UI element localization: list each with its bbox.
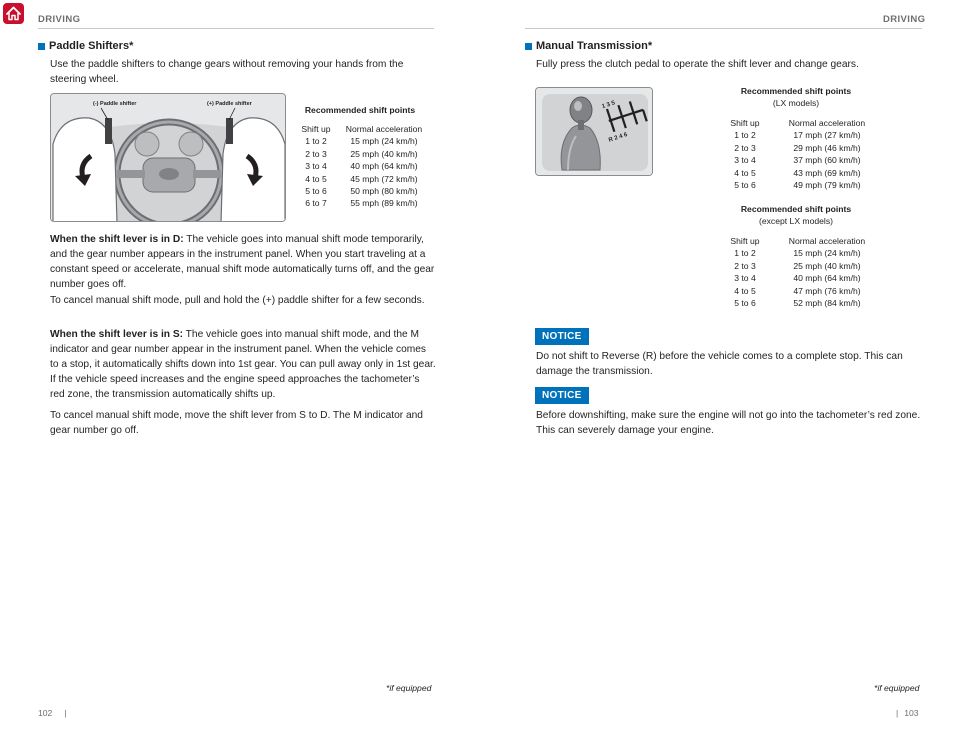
gear-shift-illustration	[536, 88, 653, 176]
speed-cell: 40 mph (64 km/h)	[350, 161, 418, 172]
body-s: The vehicle goes into manual shift mode, and the M indicator and gear number appear in the instrument panel. When the vehicle comes to a stop, it automatically shifts down into 1st gear. You can pull away only in 1st gear. If the vehicle speed increases and the engine speed approaches the tachometer’s red zone, the transmission automatically shifts up.	[50, 329, 436, 400]
header-divider-right	[525, 28, 922, 29]
paddle-shifter-figure	[50, 93, 286, 222]
lx-acceleration-column	[780, 117, 874, 191]
speed-cell: 25 mph (40 km/h)	[793, 260, 861, 271]
section-title-manual-transmission	[525, 40, 652, 52]
paragraph-cancel-s: To cancel manual shift mode, move the shift lever from S to D. The M indicator and gear number go off.	[50, 410, 423, 436]
shift-cell: 6 to 7	[305, 198, 327, 209]
other-acceleration-column	[780, 235, 874, 309]
shift-cell: 4 to 5	[305, 173, 327, 184]
speed-cell: 55 mph (89 km/h)	[350, 198, 418, 209]
speed-cell: 52 mph (84 km/h)	[793, 298, 861, 309]
speed-cell: 45 mph (72 km/h)	[350, 173, 418, 184]
speed-cell: 43 mph (69 km/h)	[793, 167, 861, 178]
speed-cell: 15 mph (24 km/h)	[350, 136, 418, 147]
page-number-divider: |	[64, 708, 67, 718]
body-d: The vehicle goes into manual shift mode temporarily, and the gear number appears in the instrument panel. When you start traveling at a constant speed or accelerate, manual shift mode automatically turns off, and the gear number goes off.	[50, 234, 435, 290]
speed-cell: 17 mph (27 km/h)	[793, 130, 861, 141]
manual-intro: Fully press the clutch pedal to operate the shift lever and change gears.	[536, 59, 859, 70]
shift-table-title: Recommended shift points	[304, 105, 416, 115]
notice-badge-2: NOTICE	[535, 387, 589, 404]
shift-cell: 2 to 3	[305, 148, 327, 159]
other-table-title: Recommended shift points	[740, 204, 852, 214]
footnote-right: *if equipped	[874, 683, 920, 693]
shift-cell: 1 to 2	[734, 248, 756, 259]
speed-cell: 49 mph (79 km/h)	[793, 180, 861, 191]
section-title-text: Paddle Shifters*	[49, 40, 134, 52]
lx-shift-up-column	[724, 117, 766, 191]
page-header-right: DRIVING	[883, 14, 926, 25]
notice-text-1: Do not shift to Reverse (R) before the vehicle comes to a complete stop. This can damage the transmission.	[536, 351, 903, 377]
page-header-left: DRIVING	[38, 14, 81, 25]
shift-cell: 1 to 2	[305, 136, 327, 147]
shift-up-header: Shift up	[730, 236, 760, 246]
page-number-text: 103	[904, 708, 919, 718]
footnote-left: *if equipped	[386, 683, 432, 693]
label-plus-paddle: (+) Paddle shifter	[207, 101, 252, 107]
shift-cell: 4 to 5	[734, 167, 756, 178]
shift-cell: 3 to 4	[734, 155, 756, 166]
speed-cell: 15 mph (24 km/h)	[793, 248, 861, 259]
paragraph-shift-lever-d	[50, 232, 436, 292]
speed-cell: 29 mph (46 km/h)	[793, 142, 861, 153]
acceleration-header: Normal acceleration	[788, 118, 866, 128]
page-number-divider: |	[896, 708, 899, 718]
other-shift-up-column	[724, 235, 766, 309]
header-divider-left	[38, 28, 434, 29]
other-table-subtitle: (except LX models)	[758, 216, 834, 226]
notice-text-2: Before downshifting, make sure the engine will not go into the tachometer’s red zone. This can severely damage your engine.	[536, 410, 921, 436]
gear-shifter-figure	[535, 87, 653, 176]
shift-up-header: Shift up	[730, 118, 760, 128]
home-button[interactable]	[3, 3, 24, 24]
steering-wheel-illustration	[51, 94, 286, 222]
shift-cell: 2 to 3	[734, 260, 756, 271]
page-number-left	[38, 708, 67, 718]
shift-cell: 1 to 2	[734, 130, 756, 141]
section-title-paddle-shifters	[38, 40, 133, 52]
page-number-right	[896, 708, 919, 718]
shift-cell: 3 to 4	[734, 273, 756, 284]
acceleration-column	[338, 123, 430, 210]
speed-cell: 47 mph (76 km/h)	[793, 285, 861, 296]
lead-in-d: When the shift lever is in D:	[50, 234, 184, 245]
speed-cell: 50 mph (80 km/h)	[350, 186, 418, 197]
section-bullet-icon	[38, 43, 45, 50]
speed-cell: 40 mph (64 km/h)	[793, 273, 861, 284]
page-number-text: 102	[38, 708, 53, 718]
paragraph-cancel-d: To cancel manual shift mode, pull and hold the (+) paddle shifter for a few seconds.	[50, 295, 425, 306]
paddle-intro: Use the paddle shifters to change gears without removing your hands from the steering wheel.	[50, 59, 404, 85]
shift-cell: 5 to 6	[305, 186, 327, 197]
shift-cell: 2 to 3	[734, 142, 756, 153]
acceleration-header: Normal acceleration	[788, 236, 866, 246]
shift-cell: 5 to 6	[734, 180, 756, 191]
section-bullet-icon	[525, 43, 532, 50]
pattern-top-label: 1 3 5	[601, 100, 616, 111]
shift-up-column	[296, 123, 336, 210]
section-title-text: Manual Transmission*	[536, 40, 653, 52]
shift-up-header: Shift up	[301, 124, 331, 134]
lx-table-title: Recommended shift points	[740, 86, 852, 96]
lx-table-subtitle: (LX models)	[772, 98, 820, 108]
shift-cell: 3 to 4	[305, 161, 327, 172]
paragraph-shift-lever-s	[50, 327, 436, 402]
speed-cell: 37 mph (60 km/h)	[793, 155, 861, 166]
speed-cell: 25 mph (40 km/h)	[350, 148, 418, 159]
lead-in-s: When the shift lever is in S:	[50, 329, 184, 340]
notice-badge-1: NOTICE	[535, 328, 589, 345]
shift-cell: 4 to 5	[734, 285, 756, 296]
home-icon	[3, 3, 24, 24]
shift-cell: 5 to 6	[734, 298, 756, 309]
label-minus-paddle: (-) Paddle shifter	[93, 101, 137, 107]
acceleration-header: Normal acceleration	[345, 124, 423, 134]
pattern-bottom-label: R 2 4 6	[608, 132, 629, 144]
